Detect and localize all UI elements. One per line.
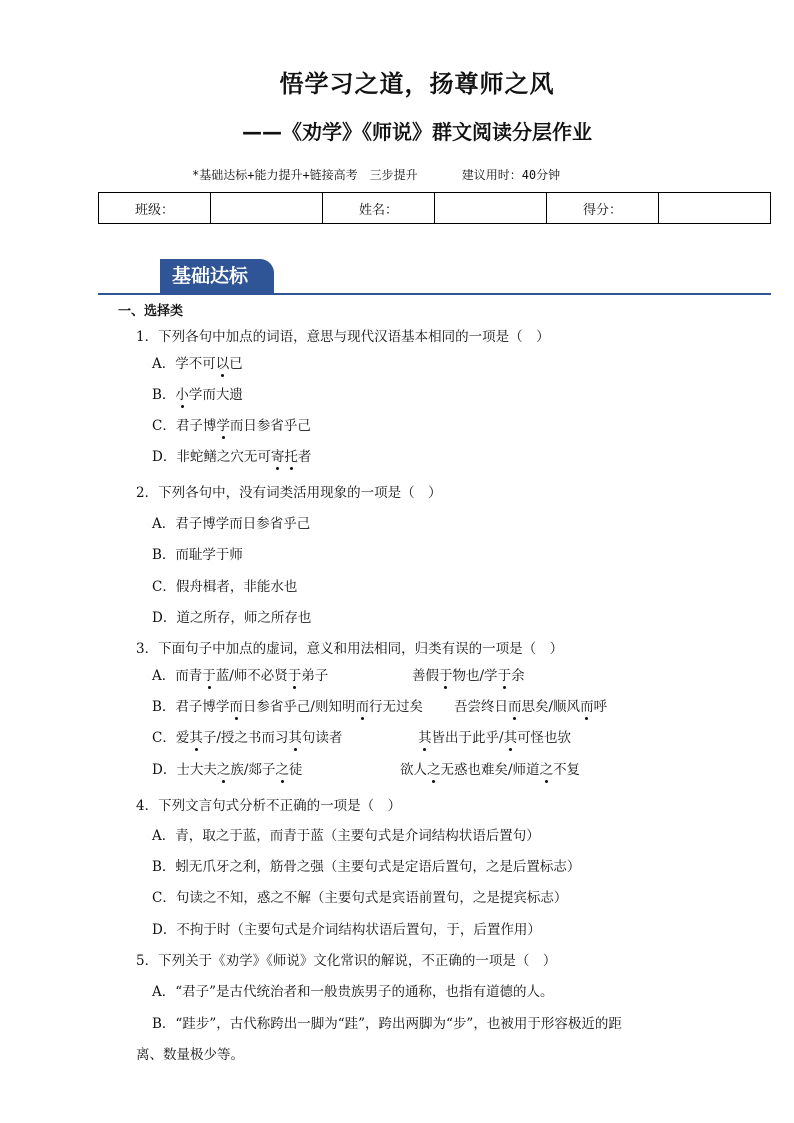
question-stem-2: 2．下列各句中，没有词类活用现象的一项是（ ） [136,485,442,501]
question-stem-3: 3．下面句子中加点的虚词，意义和用法相同，归类有误的一项是（ ） [136,641,564,657]
name-label: 姓名： [322,193,434,224]
option-3a: A．而青于蓝/师不必贤于弟子 善假于物也/学于余 [152,668,525,684]
score-field[interactable] [659,193,771,224]
option-1c: C．君子博学而日参省乎己 [152,418,311,434]
option-3d: D．士大夫之族/郯子之徒 欲人之无惑也难矣/师道之不复 [152,762,581,778]
option-2c: C．假舟楫者，非能水也 [152,579,298,595]
class-field[interactable] [211,193,323,224]
option-5a: A．“君子”是古代统治者和一般贵族男子的通称，也指有道德的人。 [152,984,554,1000]
option-4d: D．不拘于时（主要句式是介词结构状语后置句，于，后置作用） [152,922,541,938]
meta-time: 建议用时：40分钟 [461,168,561,182]
option-1d: D．非蛇鳝之穴无可寄托者 [152,449,312,465]
question-stem-5: 5．下列关于《劝学》《师说》文化常识的解说，不正确的一项是（ ） [136,953,557,969]
option-5b-continued: 离、数量极少等。 [136,1047,244,1063]
option-4b: B．蚓无爪牙之利，筋骨之强（主要句式是定语后置句，之是后置标志） [152,859,581,875]
section-tab: 基础达标 [160,259,274,293]
option-5b: B．“跬步”，古代称跨出一脚为“跬”，跨出两脚为“步”，也被用于形容极近的距 [152,1016,622,1032]
option-3c: C．爱其子/授之书而习其句读者 其皆出于此乎/其可怪也欤 [152,730,572,746]
question-stem-4: 4．下列文言句式分析不正确的一项是（ ） [136,798,402,814]
score-label: 得分： [546,193,658,224]
option-3b: B．君子博学而日参省乎己/则知明而行无过矣 吾尝终日而思矣/顺风而呼 [152,699,608,715]
question-stem-1: 1．下列各句中加点的词语，意思与现代汉语基本相同的一项是（ ） [136,329,550,345]
document-subtitle: ——《劝学》《师说》群文阅读分层作业 [242,120,592,144]
option-4a: A．青，取之于蓝，而青于蓝（主要句式是介词结构状语后置句） [152,828,540,844]
option-1a: A．学不可以已 [152,356,243,372]
option-4c: C．句读之不知，惑之不解（主要句式是宾语前置句，之是提宾标志） [152,890,568,906]
name-field[interactable] [435,193,547,224]
category-heading: 一、选择类 [118,304,184,319]
option-1b: B．小学而大遗 [152,387,243,403]
meta-steps: *基础达标+能力提升+链接高考 三步提升 [192,168,418,182]
student-info-table [98,192,771,224]
option-2b: B．而耻学于师 [152,547,243,563]
option-2a: A．君子博学而日参省乎己 [152,516,311,532]
document-title: 悟学习之道，扬尊师之风 [279,70,555,98]
assignment-meta [192,166,560,183]
class-label: 班级： [99,193,211,224]
option-2d: D．道之所存，师之所存也 [152,610,312,626]
section-divider [98,293,771,295]
